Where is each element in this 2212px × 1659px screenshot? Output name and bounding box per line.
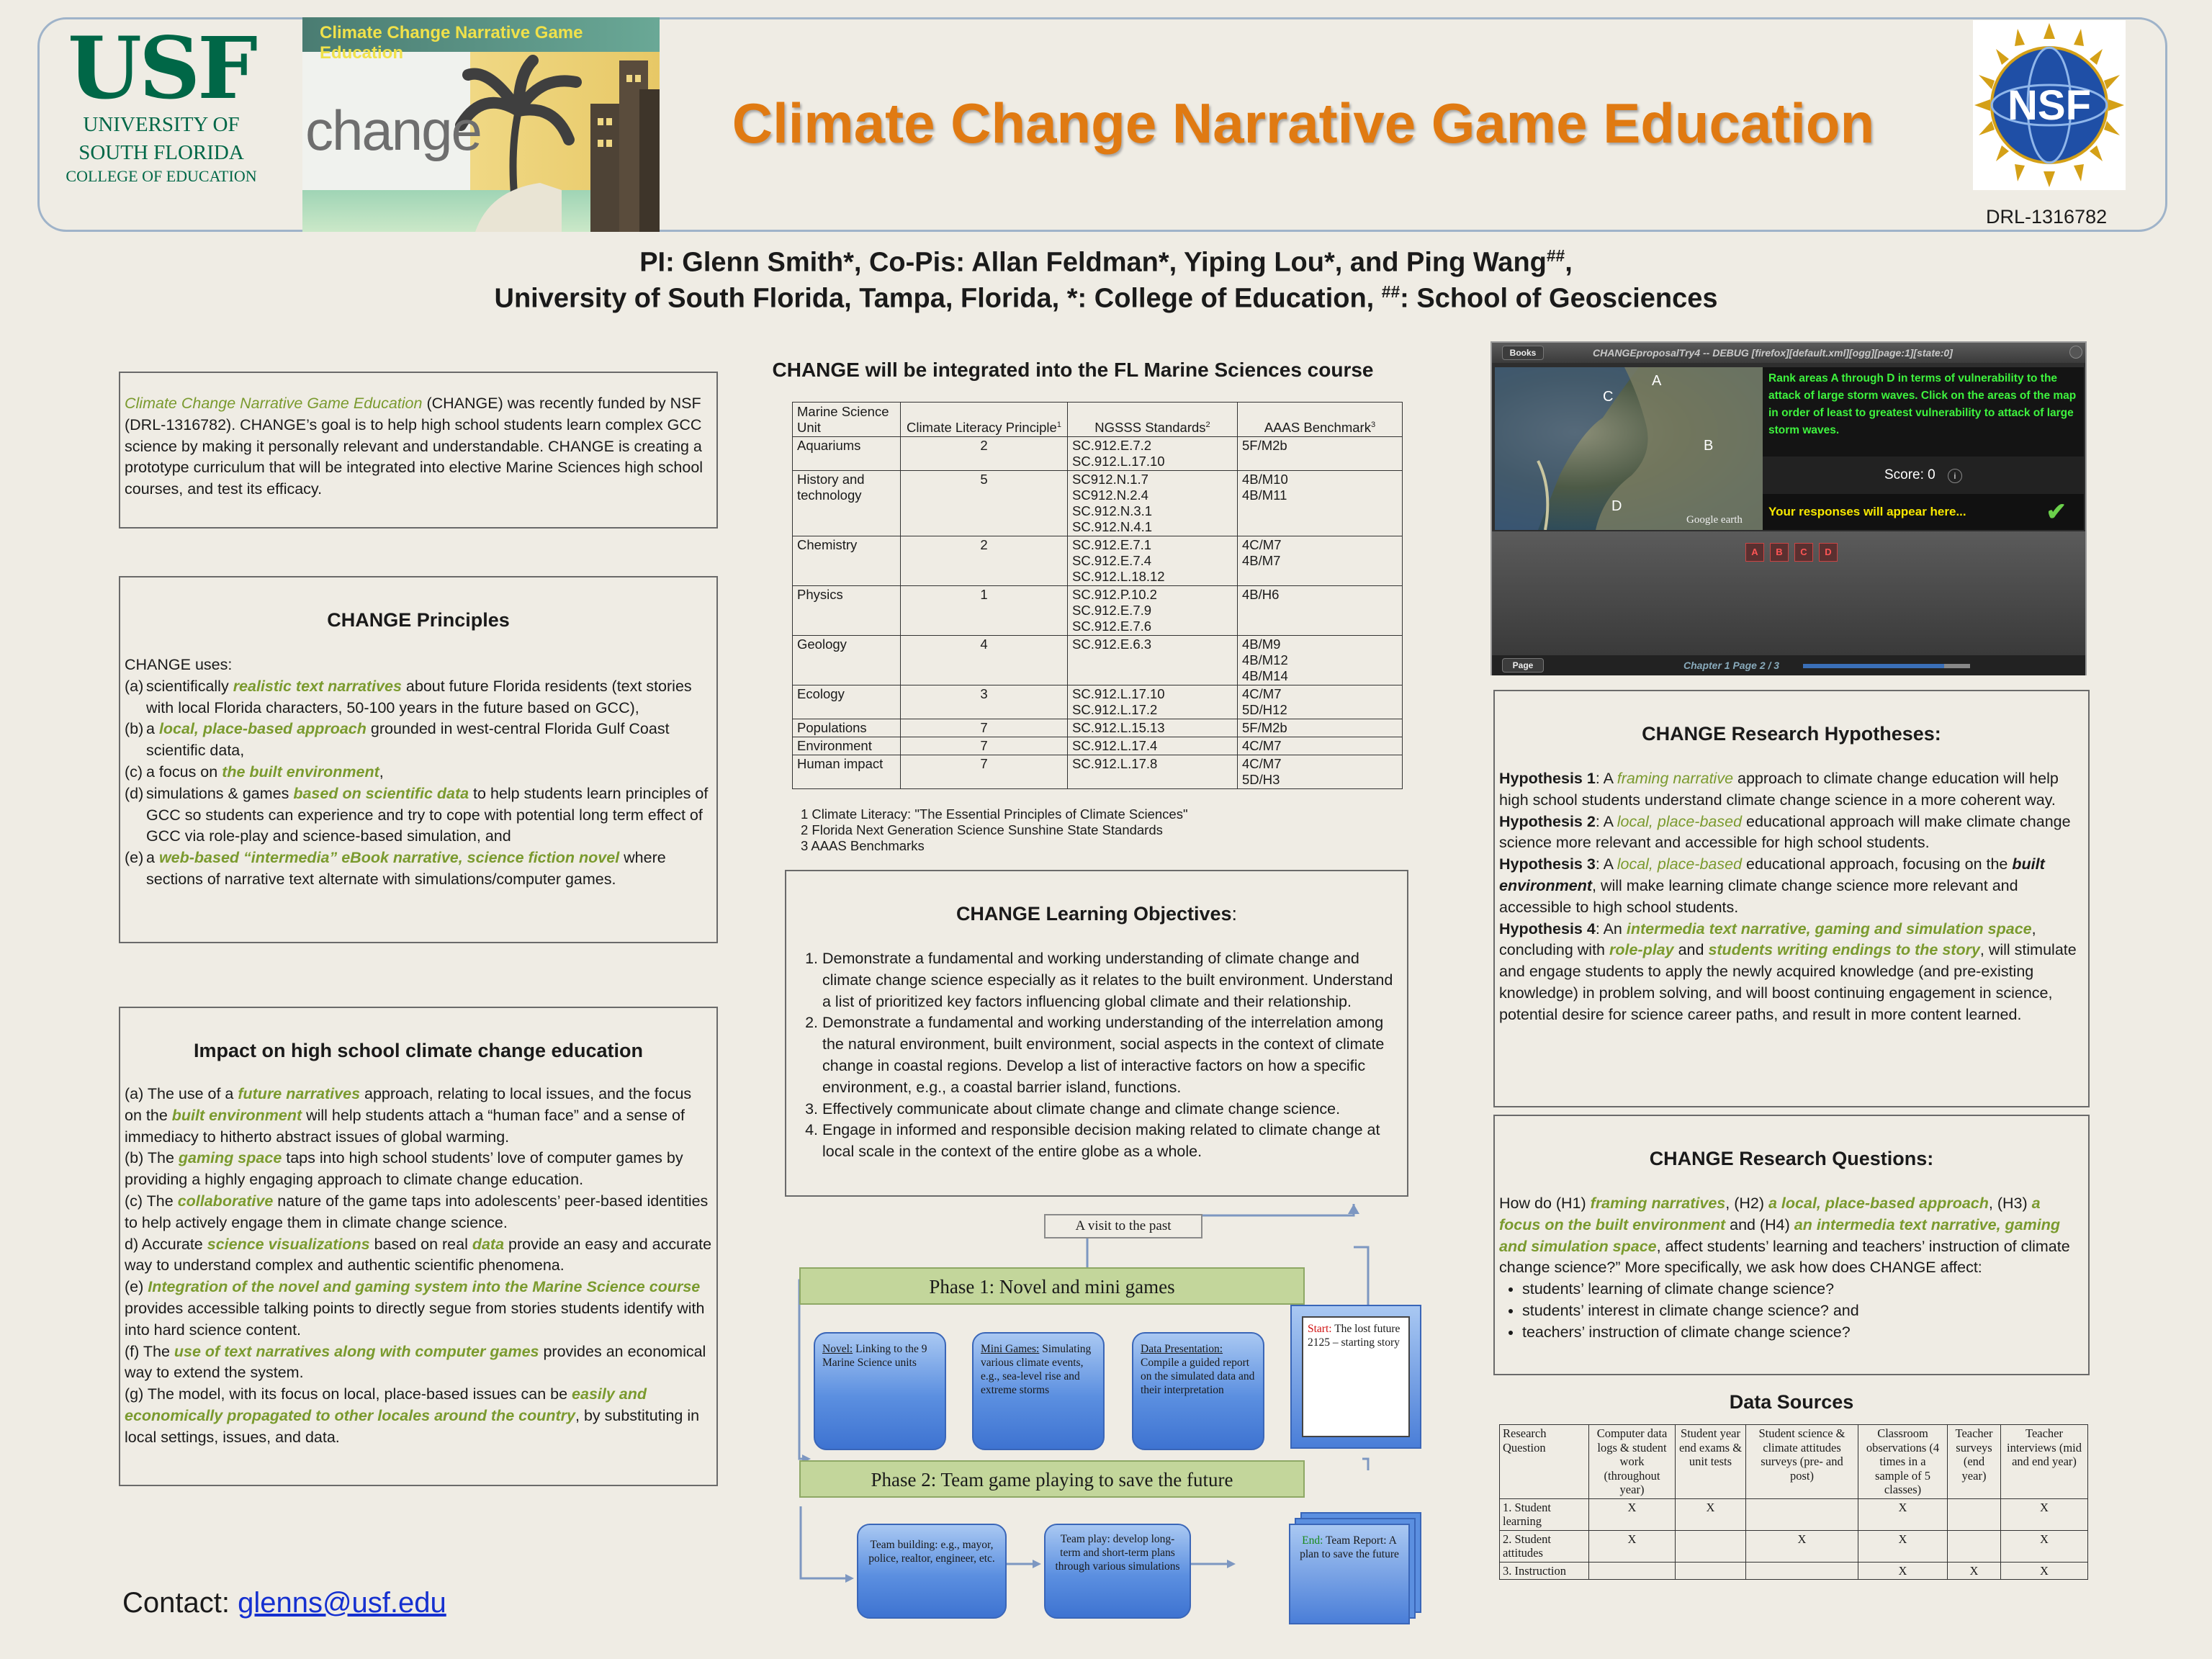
impact-paragraph: (c) The collaborative nature of the game taps into adolescents’ peer-based identities to help actively engage them in climate change science. — [125, 1192, 709, 1231]
table-cell — [1589, 1562, 1676, 1580]
item-text: where sections of narrative text alternate with simulations/computer games. — [146, 849, 666, 888]
table-cell: Physics — [793, 586, 901, 636]
table-cell: X — [2001, 1498, 2088, 1530]
contact-email-link[interactable]: glenns@usf.edu — [238, 1587, 446, 1619]
data-presentation-box: Data Presentation: Compile a guided report on the simulated data and their interpretation — [1132, 1332, 1264, 1450]
table-cell: SC.912.L.17.8 — [1068, 755, 1238, 789]
grant-number: DRL-1316782 — [1986, 206, 2108, 228]
table-cell: SC.912.E.7.2 SC.912.L.17.10 — [1068, 437, 1238, 471]
list-item: 2. Demonstrate a fundamental and working understanding of the interrelation among the natural environment, built environment, social aspects in the context of climate change in coastal regions. Develop a list of interactive factors on how a specific environment, e.g., a coastal barrier island, functions. — [822, 1012, 1401, 1098]
item-label: (b) — [125, 720, 144, 738]
table-cell: 4B/H6 — [1238, 586, 1403, 636]
item-text: scientifically — [146, 677, 233, 695]
item-highlight: web-based “intermedia” eBook narrative, science fiction novel — [158, 849, 620, 867]
impact-paragraph: (g) The model, with its focus on local, place-based issues can be easily and economically propagated to other locales around the country, by substituting in local settings, issues, and data. — [125, 1385, 700, 1446]
table-cell: SC.912.L.17.10 SC.912.L.17.2 — [1068, 685, 1238, 719]
game-instructions: Rank areas A through D in terms of vulnerability to the attack of large storm waves. Click on the areas of the map in order of least to greatest vulnerability to attack of large storm waves. — [1763, 367, 2084, 457]
table-header: Climate Literacy Principle$^1$ — [901, 403, 1068, 437]
table-cell: X — [1589, 1530, 1676, 1562]
impact-paragraph: (a) The use of a future narratives approach, relating to local issues, and the focus on the built environment will help students attach a “human face” and a sense of immediacy to hitherto abstract issues of global warming. — [125, 1085, 692, 1146]
change-logo-word: change — [305, 99, 481, 162]
table-cell: 4 — [901, 636, 1068, 685]
table-header: Computer data logs & student work (throughout year) — [1589, 1425, 1676, 1499]
table-row — [1500, 1498, 2088, 1530]
table-row — [1500, 1530, 2088, 1562]
impact-title: Impact on high school climate change education — [193, 1040, 644, 1061]
table-cell: X — [2001, 1530, 2088, 1562]
phase1-box: Phase 1: Novel and mini games — [799, 1267, 1305, 1305]
item-text: about future Florida residents (text stories with local Florida characters, 50-100 years in the future based on GCC), — [146, 677, 692, 716]
table-cell: X — [1858, 1498, 1948, 1530]
usf-logo-line1: UNIVERSITY OF — [83, 113, 240, 136]
table-cell: Aquariums — [793, 437, 901, 471]
table-row — [1500, 1562, 2088, 1580]
table-header: NGSSS Standards$^2$ — [1068, 403, 1238, 437]
answer-button-c[interactable]: C — [1794, 543, 1813, 562]
intro-highlight: Climate Change Narrative Game Education — [125, 395, 423, 412]
table-cell — [1948, 1530, 2001, 1562]
chapter-label: Chapter 1 Page 2 / 3 — [1683, 660, 1780, 671]
table-header-row — [793, 403, 1403, 437]
table-cell: 1 — [901, 586, 1068, 636]
books-button[interactable]: Books — [1502, 346, 1544, 360]
table-cell: Populations — [793, 719, 901, 737]
game-title: CHANGEproposalTry4 -- DEBUG [firefox][default.xml][ogg][page:1][state:0] — [1593, 347, 1953, 359]
table-cell: SC.912.L.17.4 — [1068, 737, 1238, 755]
hypothesis-3: Hypothesis 3: A local, place-based educational approach, focusing on the built environment, will make learning climate change science more relevant and accessible to high school students. — [1499, 855, 2045, 916]
course-table-footnotes — [801, 806, 1188, 854]
usf-logo — [46, 18, 276, 202]
list-item — [125, 762, 712, 783]
answer-button-a[interactable]: A — [1745, 543, 1764, 562]
table-header: Classroom observations (4 times in a sample of 5 classes) — [1858, 1425, 1948, 1499]
usf-logo-line3: COLLEGE OF EDUCATION — [66, 167, 257, 185]
principles-box — [119, 576, 718, 943]
intro-box — [119, 372, 718, 529]
table-cell: SC.912.E.7.1 SC.912.E.7.4 SC.912.L.18.12 — [1068, 536, 1238, 586]
table-cell: Human impact — [793, 755, 901, 789]
list-item — [125, 676, 712, 719]
close-icon[interactable] — [2069, 346, 2082, 359]
table-row — [793, 586, 1403, 636]
item-text: a — [146, 720, 159, 738]
impact-paragraph: (b) The gaming space taps into high school students’ love of computer games by providing a highly engaging approach to climate change education. — [125, 1149, 683, 1189]
table-cell: X — [1589, 1498, 1676, 1530]
footnote: 2 Florida Next Generation Science Sunshine State Standards — [801, 822, 1163, 837]
table-row — [793, 685, 1403, 719]
table-cell: 2. Student attitudes — [1500, 1530, 1589, 1562]
item-text: grounded in west-central Florida Gulf Coast scientific data, — [146, 720, 670, 760]
map-label-c: C — [1603, 389, 1614, 405]
item-label: (c) — [125, 763, 143, 781]
principles-title: CHANGE Principles — [327, 609, 510, 631]
impact-paragraph: d) Accurate science visualizations based on real data provide an easy and accurate way to understand complex and authentic scientific phenomena. — [125, 1235, 712, 1274]
list-item: 3. Effectively communicate about climate change and climate change science. — [822, 1099, 1401, 1120]
map-label-b: B — [1704, 438, 1714, 454]
checkmark-icon: ✔ — [2046, 498, 2067, 526]
item-text: a — [146, 849, 159, 867]
team-building-box: Team building: e.g., mayor, police, realtor, engineer, etc. — [857, 1524, 1007, 1619]
answer-button-b[interactable]: B — [1770, 543, 1789, 562]
start-box — [1290, 1305, 1421, 1449]
questions-box — [1493, 1115, 2090, 1375]
item-text: , — [379, 763, 384, 781]
info-icon[interactable]: i — [1948, 469, 1962, 483]
table-cell: 3 — [901, 685, 1068, 719]
novel-box: Novel: Linking to the 9 Marine Science units — [814, 1332, 946, 1450]
table-header-row — [1500, 1425, 2088, 1499]
table-cell: X — [1746, 1530, 1858, 1562]
hypothesis-1: Hypothesis 1: A framing narrative approach to climate change education will help high school students understand climate change science in a more coherent way. — [1499, 770, 2059, 809]
game-answer-area — [1492, 531, 2085, 655]
table-cell: Ecology — [793, 685, 901, 719]
item-highlight: local, place-based approach — [158, 720, 367, 738]
table-header: Teacher surveys (end year) — [1948, 1425, 2001, 1499]
table-cell: X — [1858, 1530, 1948, 1562]
table-cell: 7 — [901, 719, 1068, 737]
team-play-box: Team play: develop long-term and short-term plans through various simulations — [1044, 1524, 1191, 1619]
course-table — [792, 402, 1403, 789]
contact-label: Contact: — [122, 1587, 238, 1619]
table-row — [793, 755, 1403, 789]
table-row — [793, 636, 1403, 685]
table-cell: 4B/M9 4B/M12 4B/M14 — [1238, 636, 1403, 685]
change-logo-strip-text: Climate Change Narrative Game Education — [320, 23, 583, 63]
table-cell: 5F/M2b — [1238, 437, 1403, 471]
item-label: (d) — [125, 784, 144, 802]
table-cell: History and technology — [793, 471, 901, 536]
list-item: 1. Demonstrate a fundamental and working understanding of climate change and climate change science especially as it relates to the built environment. Understand a list of prioritized key factors influencing global climate and their relationship. — [822, 948, 1401, 1012]
item-text: a focus on — [146, 763, 222, 781]
footnote: 3 AAAS Benchmarks — [801, 838, 925, 853]
item-highlight: based on scientific data — [293, 784, 469, 802]
table-row — [793, 719, 1403, 737]
principles-lead: CHANGE uses: — [125, 656, 233, 673]
table-cell: X — [1858, 1562, 1948, 1580]
item-highlight: the built environment — [222, 763, 379, 781]
list-item: • students’ interest in climate change science? and — [1522, 1300, 2084, 1322]
game-map[interactable] — [1495, 367, 1763, 530]
table-header: Teacher interviews (mid and end year) — [2001, 1425, 2088, 1499]
table-cell: X — [1948, 1562, 2001, 1580]
affiliation-line — [0, 282, 2212, 315]
table-cell: X — [2001, 1562, 2088, 1580]
hypothesis-4: Hypothesis 4: An intermedia text narrative, gaming and simulation space, concluding with role-play and students writing endings to the story, will stimulate and engage students to apply the newly acquired knowledge (and pre-existing knowledge) in problem solving, and will boost continuing engagement in science, potential desire for science career paths, and result in more content learned. — [1499, 920, 2077, 1023]
page-button[interactable]: Page — [1502, 658, 1544, 673]
game-screenshot — [1491, 341, 2087, 675]
table-header: Student year end exams & unit tests — [1676, 1425, 1746, 1499]
game-title-bar — [1492, 343, 2085, 363]
list-item: 4. Engage in informed and responsible decision making related to climate change at local scale in the context of the entire globe as a whole. — [822, 1120, 1401, 1163]
mini-games-box: Mini Games: Simulating various climate events, e.g., sea-level rise and extreme storms — [972, 1332, 1105, 1450]
table-cell: 3. Instruction — [1500, 1562, 1589, 1580]
table-cell: 5F/M2b — [1238, 719, 1403, 737]
google-earth-label: Google earth — [1686, 514, 1743, 526]
answer-button-d[interactable]: D — [1819, 543, 1838, 562]
table-row — [793, 536, 1403, 586]
table-cell: 7 — [901, 737, 1068, 755]
impact-paragraph: (f) The use of text narratives along with computer games provides an economical way to extend the system. — [125, 1342, 706, 1382]
table-cell — [1746, 1562, 1858, 1580]
impact-box — [119, 1007, 718, 1486]
table-cell — [1676, 1530, 1746, 1562]
list-item: • teachers’ instruction of climate change science? — [1522, 1322, 2084, 1344]
table-cell: 4C/M7 4B/M7 — [1238, 536, 1403, 586]
table-cell: 4B/M10 4B/M11 — [1238, 471, 1403, 536]
table-cell: Environment — [793, 737, 901, 755]
table-cell: 2 — [901, 536, 1068, 586]
questions-intro: How do (H1) framing narratives, (H2) a local, place-based approach, (H3) a focus on the built environment and (H4) an intermedia text narrative, gaming and simulation space, affect students’ learning and teachers’ instruction of climate change science?” More specifically, we ask how does CHANGE affect: — [1499, 1195, 2070, 1277]
usf-logo-mark: USF — [68, 18, 255, 118]
item-highlight: realistic text narratives — [233, 677, 402, 695]
objectives-box — [785, 870, 1408, 1197]
nsf-logo — [1973, 20, 2126, 190]
list-item: • students’ learning of climate change science? — [1522, 1279, 2084, 1300]
item-text: to help students learn principles of GCC so students can experience and try to cope with potential long term effect of GCC via role-play and science-based simulation, and — [146, 784, 709, 845]
game-footer — [1492, 655, 2085, 675]
table-header: Marine Science Unit — [793, 403, 901, 437]
authors-line — [0, 246, 2212, 279]
impact-paragraph: (e) Integration of the novel and gaming system into the Marine Science course provides accessible talking points to directly segue from stories students identify with into hard science content. — [125, 1278, 705, 1339]
course-table-title: CHANGE will be integrated into the FL Marine Sciences course — [772, 359, 1374, 381]
usf-logo-line2: SOUTH FLORIDA — [78, 141, 244, 164]
authors-text: PI: Glenn Smith*, Co-Pis: Allan Feldman*, Yiping Lou*, and Ping Wang — [639, 247, 1547, 278]
data-sources-table — [1499, 1424, 2088, 1580]
table-cell: SC.912.E.6.3 — [1068, 636, 1238, 685]
hypothesis-2: Hypothesis 2: A local, place-based educational approach will make climate change science more relevant and accessible for high school students. — [1499, 812, 2071, 852]
table-cell: 7 — [901, 755, 1068, 789]
item-label: (a) — [125, 677, 144, 695]
affiliation-text: University of South Florida, Tampa, Florida, *: College of Education, — [494, 283, 1382, 314]
visit-past-box: A visit to the past — [1044, 1214, 1202, 1238]
table-cell: Geology — [793, 636, 901, 685]
table-cell: 1. Student learning — [1500, 1498, 1589, 1530]
table-cell: 4C/M7 5D/H3 — [1238, 755, 1403, 789]
affiliation-sup: ## — [1381, 282, 1401, 301]
list-item — [125, 719, 712, 762]
progress-bar — [1803, 664, 1944, 668]
table-cell: X — [1676, 1498, 1746, 1530]
item-text: simulations & games — [146, 784, 294, 802]
nsf-seal-icon — [1973, 20, 2126, 190]
table-cell: SC.912.P.10.2 SC.912.E.7.9 SC.912.E.7.6 — [1068, 586, 1238, 636]
table-header: AAAS Benchmark$^3$ — [1238, 403, 1403, 437]
intro-text: (CHANGE) was recently funded by NSF (DRL-1316782). CHANGE’s goal is to help high school students learn complex GCC science by making it personally relevant and understandable. CHANGE is creating a prototype curriculum that will be integrated into elective Marine Sciences high school courses, and test its efficacy. — [125, 395, 703, 498]
authors-end: , — [1565, 247, 1573, 278]
start-page: Start: The lost future 2125 – starting story — [1302, 1316, 1410, 1437]
item-label: (e) — [125, 849, 144, 867]
authors-sup: ## — [1546, 246, 1565, 265]
table-cell: SC.912.L.15.13 — [1068, 719, 1238, 737]
hypotheses-title: CHANGE Research Hypotheses: — [1642, 723, 1941, 745]
hypotheses-box — [1493, 690, 2090, 1107]
table-cell: Chemistry — [793, 536, 901, 586]
game-responses: Your responses will appear here... ✔ — [1763, 494, 2084, 530]
table-cell — [1746, 1498, 1858, 1530]
questions-title: CHANGE Research Questions: — [1649, 1148, 1934, 1169]
table-cell — [1676, 1562, 1746, 1580]
map-coastline-icon — [1495, 367, 1763, 530]
table-row — [793, 471, 1403, 536]
objectives-title: CHANGE Learning Objectives: — [956, 903, 1238, 925]
contact-line — [122, 1587, 446, 1619]
table-cell: 2 — [901, 437, 1068, 471]
table-header: Research Question — [1500, 1425, 1589, 1499]
footnote: 1 Climate Literacy: "The Essential Principles of Climate Sciences" — [801, 806, 1188, 822]
progress-track — [1944, 664, 1970, 668]
table-cell — [1948, 1498, 2001, 1530]
list-item — [125, 783, 712, 848]
nsf-logo-text: NSF — [2008, 82, 2091, 129]
table-cell: 4C/M7 5D/H12 — [1238, 685, 1403, 719]
game-score: Score: 0 i — [1763, 457, 2084, 494]
data-sources-title: Data Sources — [1729, 1391, 1854, 1413]
phase2-box: Phase 2: Team game playing to save the future — [799, 1460, 1305, 1498]
table-cell: 5 — [901, 471, 1068, 536]
map-label-a: A — [1652, 373, 1662, 389]
affiliation-end: : School of Geosciences — [1400, 283, 1718, 314]
table-row — [793, 737, 1403, 755]
table-cell: 4C/M7 — [1238, 737, 1403, 755]
flowchart — [763, 1204, 1440, 1636]
table-cell: SC912.N.1.7 SC912.N.2.4 SC.912.N.3.1 SC.912.N.4.1 — [1068, 471, 1238, 536]
end-box: End: Team Report: A plan to save the future — [1289, 1524, 1410, 1624]
poster-title: Climate Change Narrative Game Education — [732, 91, 1875, 155]
table-row — [793, 437, 1403, 471]
list-item — [125, 848, 712, 891]
change-logo — [302, 17, 660, 232]
table-header: Student science & climate attitudes surveys (pre- and post) — [1746, 1425, 1858, 1499]
map-label-d: D — [1611, 498, 1622, 514]
